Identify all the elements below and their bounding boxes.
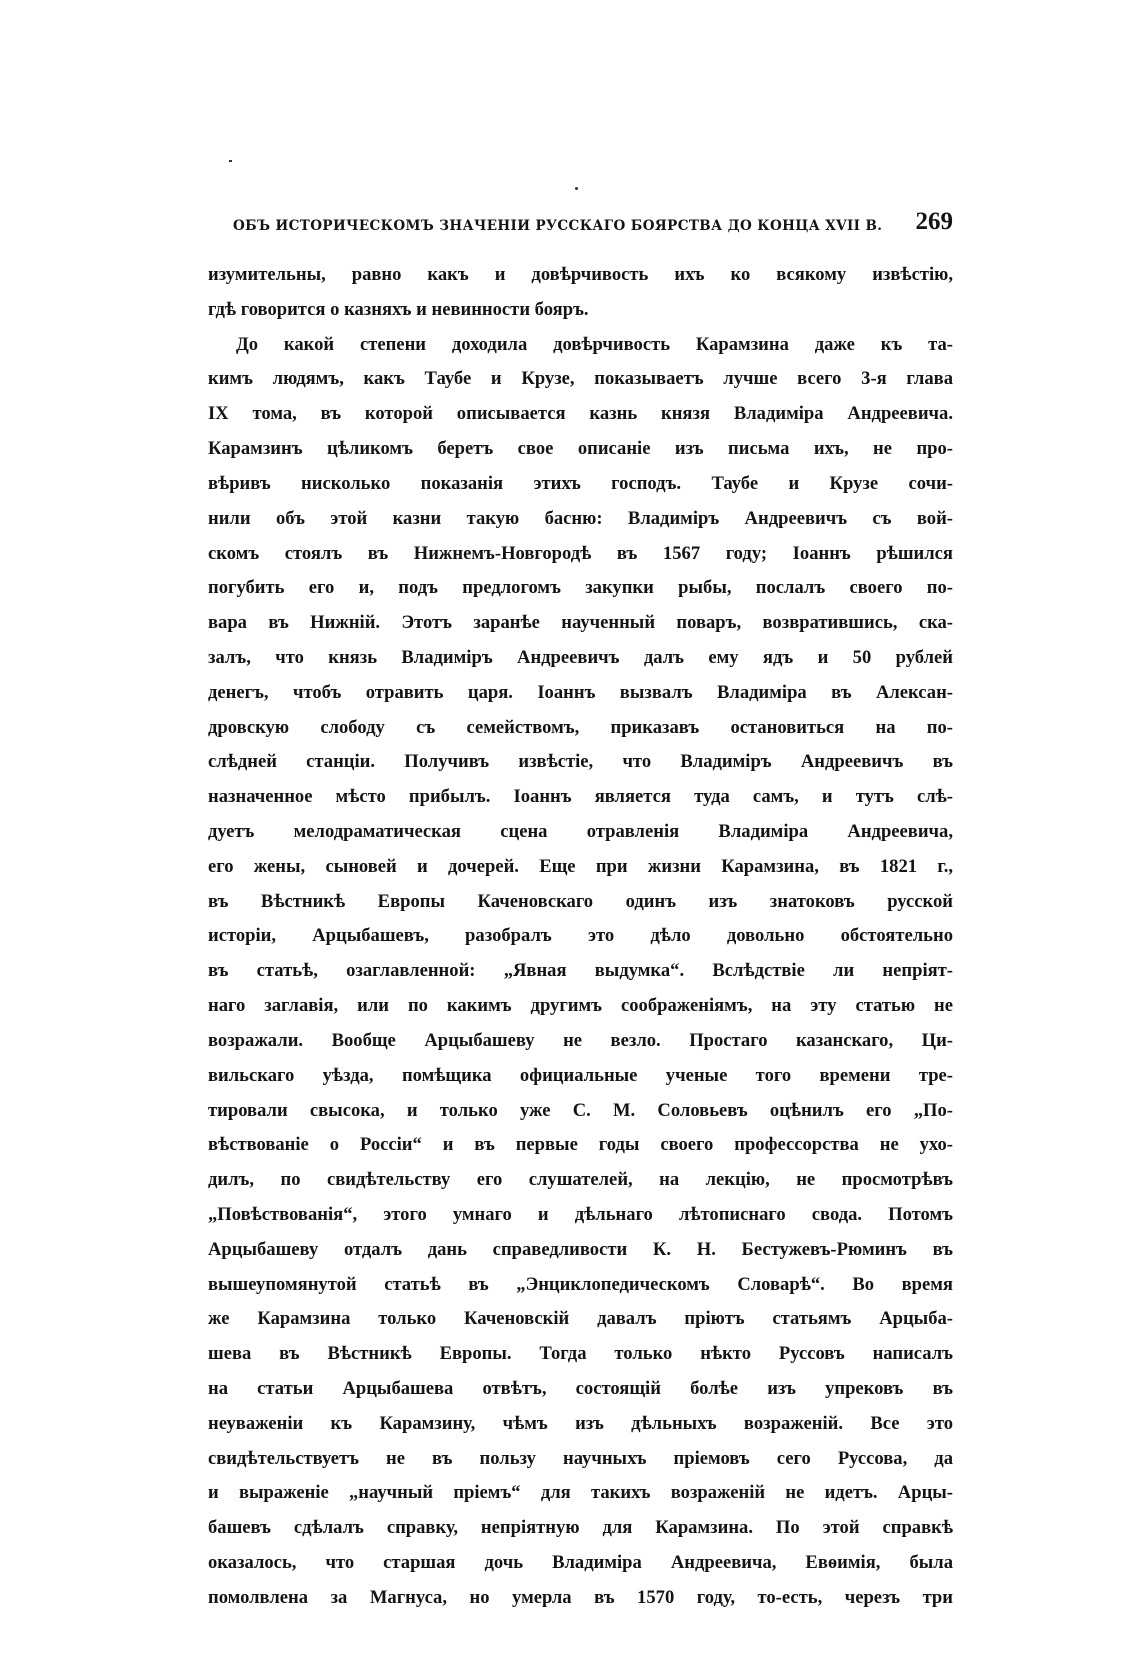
text-line: же Карамзина только Каченовскій давалъ пріютъ статьямъ Арцыба- xyxy=(208,1308,953,1330)
text-line: тировали свысока, и только уже С. М. Соловьевъ оцѣнилъ его „По- xyxy=(208,1099,953,1121)
text-line: свидѣтельствуетъ не въ пользу научныхъ пріемовъ сего Руссова, да xyxy=(208,1447,953,1469)
text-line: погубить его и, подъ предлогомъ закупки рыбы, послалъ своего по- xyxy=(208,577,953,599)
text-line: вара въ Нижній. Этотъ заранѣе наученный поваръ, возвратившись, ска- xyxy=(208,612,953,634)
scan-speck xyxy=(229,160,232,162)
text-line: денегъ, чтобъ отравить царя. Іоаннъ вызвалъ Владиміра въ Алексан- xyxy=(208,681,953,703)
text-line: До какой степени доходила довѣрчивость Карамзина даже къ та- xyxy=(236,333,953,355)
text-line: дилъ, по свидѣтельству его слушателей, на лекцію, не просмотрѣвъ xyxy=(208,1169,953,1191)
text-line: вѣривъ нисколько показанія этихъ господъ. Таубе и Крузе сочи- xyxy=(208,472,953,494)
text-line: въ статьѣ, озаглавленной: „Явная выдумка“. Вслѣдствіе ли непріят- xyxy=(208,960,953,982)
text-line: изумительны, равно какъ и довѣрчивость ихъ ко всякому извѣстію, xyxy=(208,264,953,285)
text-line: Арцыбашеву отдалъ дань справедливости К. Н. Бестужевъ-Рюминъ въ xyxy=(208,1238,953,1260)
text-line: наго заглавія, или по какимъ другимъ соображеніямъ, на эту статью не xyxy=(208,995,953,1017)
text-line: залъ, что князь Владиміръ Андреевичъ далъ ему ядъ и 50 рублей xyxy=(208,646,953,668)
scan-speck xyxy=(575,187,578,190)
text-line: исторіи, Арцыбашевъ, разобралъ это дѣло довольно обстоятельно xyxy=(208,925,953,947)
text-line: нили объ этой казни такую басню: Владиміръ Андреевичъ съ вой- xyxy=(208,507,953,529)
text-line: кимъ людямъ, какъ Таубе и Крузе, показываетъ лучше всего 3-я глава xyxy=(208,368,953,390)
text-line: вильскаго уѣзда, помѣщика официальные ученые того времени тре- xyxy=(208,1064,953,1086)
text-line: вышеупомянутой статьѣ въ „Энциклопедическомъ Словарѣ“. Во время xyxy=(208,1273,953,1295)
text-line: башевъ сдѣлалъ справку, непріятную для Карамзина. По этой справкѣ xyxy=(208,1517,953,1539)
text-line: гдѣ говорится о казняхъ и невинности бояръ. xyxy=(208,298,589,320)
text-line: „Повѣствованія“, этого умнаго и дѣльнаго лѣтописнаго свода. Потомъ xyxy=(208,1203,953,1225)
text-line: въ Вѣстникѣ Европы Каченовскаго одинъ изъ знатоковъ русской xyxy=(208,890,953,912)
text-line: скомъ стоялъ въ Нижнемъ-Новгородѣ въ 1567 году; Іоаннъ рѣшился xyxy=(208,542,953,564)
text-line: оказалось, что старшая дочь Владиміра Андреевича, Евѳимія, была xyxy=(208,1552,953,1574)
text-line: возражали. Вообще Арцыбашеву не везло. Простаго казанскаго, Ци- xyxy=(208,1029,953,1051)
text-line: на статьи Арцыбашева отвѣтъ, состоящій болѣе изъ упрековъ въ xyxy=(208,1378,953,1399)
text-line: и выраженіе „научный пріемъ“ для такихъ возраженій не идетъ. Арцы- xyxy=(208,1482,953,1504)
text-line: дуетъ мелодраматическая сцена отравленія Владиміра Андреевича, xyxy=(208,821,953,842)
text-line: дровскую слободу съ семействомъ, приказавъ остановиться на по- xyxy=(208,716,953,738)
text-line: слѣдней станціи. Получивъ извѣстіе, что Владиміръ Андреевичъ въ xyxy=(208,751,953,773)
text-line: шева въ Вѣстникѣ Европы. Тогда только нѣкто Руссовъ написалъ xyxy=(208,1343,953,1365)
page-header xyxy=(233,208,953,242)
body-text xyxy=(208,258,953,1616)
page-number: 269 xyxy=(915,208,953,235)
text-line: IX тома, въ которой описывается казнь князя Владиміра Андреевича. xyxy=(208,403,953,425)
text-line: назначенное мѣсто прибылъ. Іоаннъ является туда самъ, и тутъ слѣ- xyxy=(208,786,953,808)
text-line: неуваженіи къ Карамзину, чѣмъ изъ дѣльныхъ возраженій. Все это xyxy=(208,1412,953,1434)
text-line: помолвлена за Магнуса, но умерла въ 1570 году, то-есть, черезъ три xyxy=(208,1586,953,1608)
text-line: Карамзинъ цѣликомъ беретъ свое описаніе изъ письма ихъ, не про- xyxy=(208,438,953,460)
text-line: вѣствованіе о Россіи“ и въ первые годы своего профессорства не ухо- xyxy=(208,1134,953,1156)
running-head: ОБЪ ИСТОРИЧЕСКОМЪ ЗНАЧЕНІИ РУССКАГО БОЯРСТВА ДО КОНЦА XVII В. xyxy=(233,218,883,234)
text-line: его жены, сыновей и дочерей. Еще при жизни Карамзина, въ 1821 г., xyxy=(208,855,953,877)
